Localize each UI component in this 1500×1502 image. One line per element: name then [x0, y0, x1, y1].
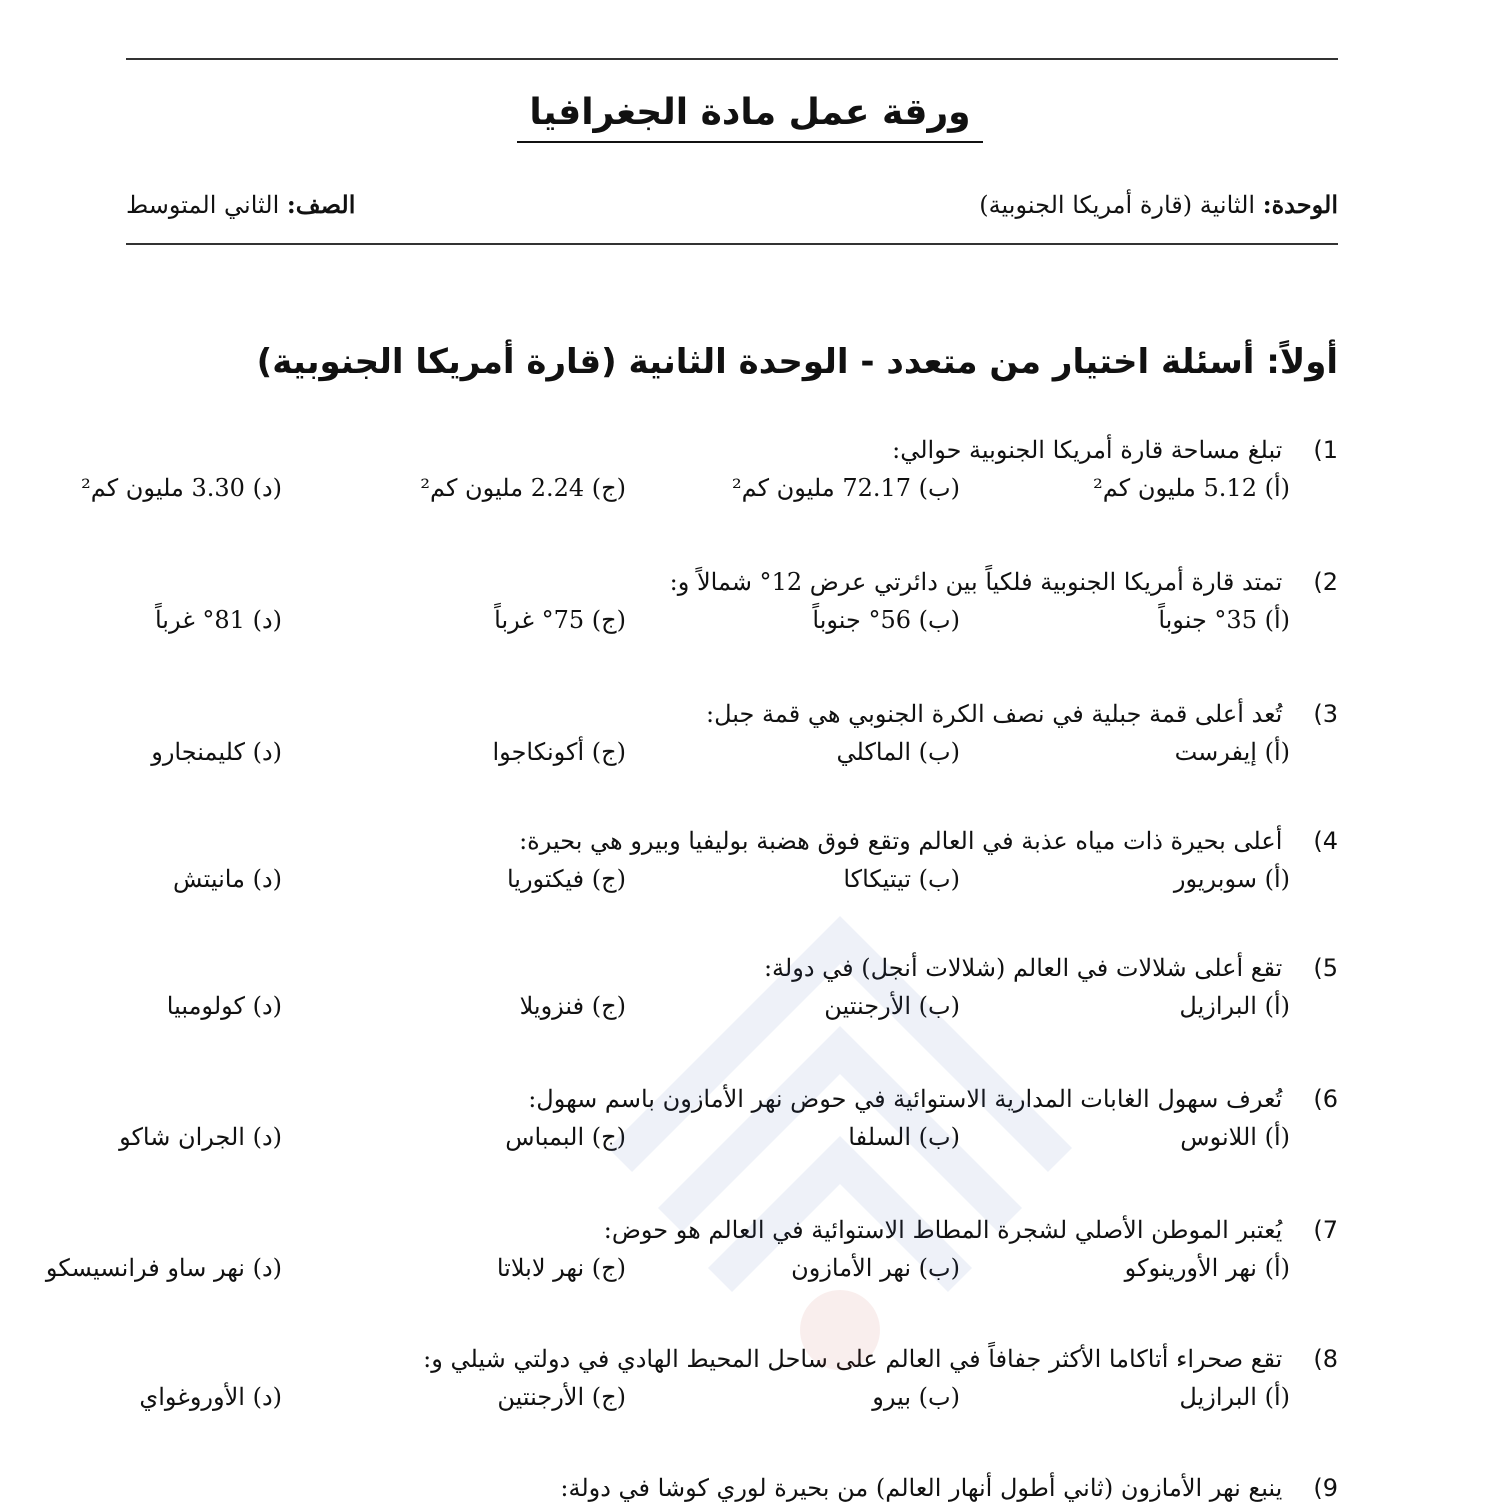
option-c[interactable]: (ج) 2.24 مليون كم² [420, 474, 626, 502]
unit-info [979, 190, 1338, 219]
question-5 [126, 954, 1338, 1038]
question-text: يُعتبر الموطن الأصلي لشجرة المطاط الاستوائية في العالم هو حوض: [603, 1216, 1283, 1244]
option-b[interactable]: (ب) الأرجنتين [824, 992, 960, 1020]
worksheet-title [0, 92, 1500, 143]
question-8 [126, 1345, 1338, 1429]
unit-value: الثانية (قارة أمريكا الجنوبية) [979, 191, 1256, 219]
options-row [126, 606, 1338, 652]
question-3 [126, 700, 1338, 784]
option-d[interactable]: (د) كولومبيا [166, 992, 282, 1020]
question-number: 6) [1313, 1085, 1338, 1113]
grade-value: الثاني المتوسط [126, 191, 280, 219]
options-row [126, 992, 1338, 1038]
option-a[interactable]: (أ) نهر الأورينوكو [1124, 1254, 1290, 1282]
question-9 [126, 1474, 1338, 1502]
option-d[interactable]: (د) كليمنجارو [151, 738, 282, 766]
question-stem [126, 436, 1338, 464]
option-c[interactable]: (ج) البمباس [505, 1123, 626, 1151]
question-4 [126, 827, 1338, 911]
option-a[interactable]: (أ) سوبريور [1173, 865, 1290, 893]
option-a[interactable]: (أ) البرازيل [1179, 992, 1290, 1020]
option-b[interactable]: (ب) 72.17 مليون كم² [731, 474, 960, 502]
option-b[interactable]: (ب) بيرو [872, 1383, 960, 1411]
worksheet-title-text: ورقة عمل مادة الجغرافيا [517, 92, 982, 143]
question-text: تقع صحراء أتاكاما الأكثر جفافاً في العالم على ساحل المحيط الهادي في دولتي شيلي و: [423, 1345, 1283, 1373]
option-b[interactable]: (ب) نهر الأمازون [791, 1254, 960, 1282]
options-row [126, 865, 1338, 911]
option-a[interactable]: (أ) 35° جنوباً [1158, 606, 1290, 634]
option-a[interactable]: (أ) إيفرست [1174, 738, 1290, 766]
option-c[interactable]: (ج) نهر لابلاتا [496, 1254, 626, 1282]
grade-info [126, 190, 355, 219]
question-stem [126, 1216, 1338, 1244]
question-6 [119, 1085, 1338, 1169]
option-b[interactable]: (ب) تيتيكاكا [843, 865, 960, 893]
option-d[interactable]: (د) مانيتش [173, 865, 282, 893]
unit-label: الوحدة: [1262, 190, 1338, 219]
option-d[interactable]: (د) الأوروغواي [139, 1383, 282, 1411]
question-text: تُعرف سهول الغابات المدارية الاستوائية في حوض نهر الأمازون باسم سهول: [528, 1085, 1283, 1113]
question-2 [126, 568, 1338, 652]
question-stem [126, 1345, 1338, 1373]
question-stem [126, 700, 1338, 728]
question-number: 8) [1313, 1345, 1338, 1373]
question-text: ينبع نهر الأمازون (ثاني أطول أنهار العالم) من بحيرة لوري كوشا في دولة: [560, 1474, 1283, 1502]
question-stem [126, 954, 1338, 982]
options-row [81, 474, 1338, 520]
options-row [119, 1123, 1338, 1169]
top-divider [126, 58, 1338, 60]
question-number: 2) [1313, 568, 1338, 596]
question-number: 5) [1313, 954, 1338, 982]
question-stem [126, 1474, 1338, 1502]
options-row [126, 738, 1338, 784]
option-b[interactable]: (ب) السلفا [848, 1123, 960, 1151]
question-number: 1) [1313, 436, 1338, 464]
option-b[interactable]: (ب) 56° جنوباً [812, 606, 960, 634]
question-text: أعلى بحيرة ذات مياه عذبة في العالم وتقع فوق هضبة بوليفيا وبيرو هي بحيرة: [519, 827, 1283, 855]
option-a[interactable]: (أ) البرازيل [1179, 1383, 1290, 1411]
question-text: تمتد قارة أمريكا الجنوبية فلكياً بين دائرتي عرض 12° شمالاً و: [669, 568, 1283, 596]
option-b[interactable]: (ب) الماكلي [836, 738, 960, 766]
question-1 [81, 436, 1338, 520]
option-a[interactable]: (أ) اللانوس [1180, 1123, 1290, 1151]
question-7 [45, 1216, 1338, 1300]
question-text: تقع أعلى شلالات في العالم (شلالات أنجل) في دولة: [763, 954, 1283, 982]
question-stem [126, 568, 1338, 596]
options-row [45, 1254, 1338, 1300]
section-heading: أولاً: أسئلة اختيار من متعدد - الوحدة الثانية (قارة أمريكا الجنوبية) [256, 342, 1338, 382]
option-d[interactable]: (د) نهر ساو فرانسيسكو [45, 1254, 282, 1282]
option-c[interactable]: (ج) فنزويلا [519, 992, 626, 1020]
option-a[interactable]: (أ) 5.12 مليون كم² [1093, 474, 1290, 502]
option-c[interactable]: (ج) الأرجنتين [497, 1383, 626, 1411]
option-c[interactable]: (ج) فيكتوريا [506, 865, 626, 893]
question-stem [126, 1085, 1338, 1113]
question-text: تُعد أعلى قمة جبلية في نصف الكرة الجنوبي هي قمة جبل: [706, 700, 1283, 728]
question-number: 3) [1313, 700, 1338, 728]
header-divider [126, 243, 1338, 245]
question-stem [126, 827, 1338, 855]
question-number: 9) [1313, 1474, 1338, 1502]
grade-label: الصف: [286, 190, 356, 219]
question-number: 4) [1313, 827, 1338, 855]
option-d[interactable]: (د) الجران شاكو [119, 1123, 282, 1151]
option-d[interactable]: (د) 81° غرباً [154, 606, 282, 634]
question-number: 7) [1313, 1216, 1338, 1244]
options-row [126, 1383, 1338, 1429]
option-c[interactable]: (ج) أكونكاجوا [492, 738, 626, 766]
option-c[interactable]: (ج) 75° غرباً [494, 606, 626, 634]
question-text: تبلغ مساحة قارة أمريكا الجنوبية حوالي: [892, 436, 1283, 464]
option-d[interactable]: (د) 3.30 مليون كم² [81, 474, 282, 502]
